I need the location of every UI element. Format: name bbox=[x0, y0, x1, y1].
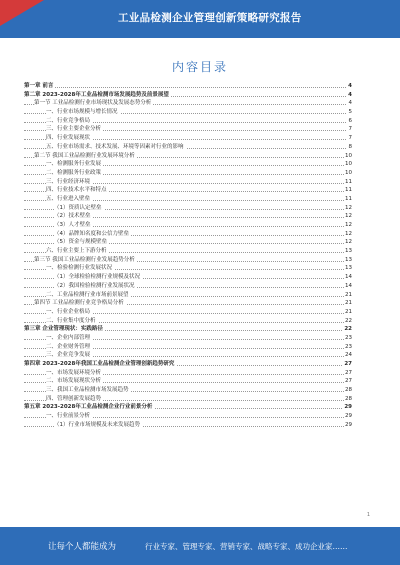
toc-entry[interactable] bbox=[24, 117, 352, 126]
toc-entry-page: 24 bbox=[345, 352, 352, 359]
toc-entry-title: 一、检验检测行业发展状况 bbox=[46, 265, 113, 272]
toc-entry-page: 10 bbox=[345, 169, 352, 176]
toc-entry[interactable] bbox=[24, 178, 352, 187]
toc-entry-page: 13 bbox=[345, 265, 352, 272]
toc-entry-title: 三、行业主要企业分析 bbox=[46, 126, 102, 133]
toc-entry[interactable] bbox=[24, 299, 352, 308]
toc-entry[interactable] bbox=[24, 421, 352, 430]
toc-entry[interactable] bbox=[24, 125, 352, 134]
toc-entry-title: （1）行业市场规模及未来发展趋势 bbox=[54, 421, 141, 428]
toc-entry-page: 21 bbox=[345, 308, 352, 315]
toc-entry-title: 一、市场发展环境分析 bbox=[46, 369, 102, 376]
toc-entry[interactable] bbox=[24, 134, 352, 143]
toc-entry-page: 13 bbox=[345, 256, 352, 263]
toc-entry[interactable] bbox=[24, 82, 352, 91]
toc-entry-title: 一、行业市场规模与增长情况 bbox=[46, 109, 118, 116]
toc-entry[interactable] bbox=[24, 256, 352, 265]
table-of-contents bbox=[24, 82, 352, 430]
toc-entry-page: 14 bbox=[345, 274, 352, 281]
toc-entry[interactable] bbox=[24, 308, 352, 317]
toc-entry-page: 21 bbox=[345, 300, 352, 307]
toc-entry-title: 五、行业市场需求、技术发展、环境等因素对行业的影响 bbox=[46, 143, 184, 150]
toc-entry-page: 21 bbox=[345, 291, 352, 298]
toc-entry[interactable] bbox=[24, 351, 352, 360]
toc-entry[interactable] bbox=[24, 317, 352, 326]
header-banner bbox=[0, 0, 400, 38]
toc-entry-page: 27 bbox=[345, 369, 352, 376]
toc-entry-title: 第三节 我国工业品检测行业发展趋势分析 bbox=[34, 256, 135, 263]
toc-entry-title: 二、行业集中度分析 bbox=[46, 317, 96, 324]
toc-entry[interactable] bbox=[24, 273, 352, 282]
toc-entry[interactable] bbox=[24, 282, 352, 291]
toc-entry[interactable] bbox=[24, 238, 352, 247]
toc-entry-title: 六、行业主要上下游分析 bbox=[46, 248, 107, 255]
toc-entry-title: 二、检测服务行业政策 bbox=[46, 169, 102, 176]
toc-entry-page: 12 bbox=[345, 239, 352, 246]
toc-entry-page: 10 bbox=[345, 161, 352, 168]
toc-entry-page: 29 bbox=[345, 421, 352, 428]
toc-entry[interactable] bbox=[24, 195, 352, 204]
toc-entry[interactable] bbox=[24, 186, 352, 195]
toc-entry[interactable] bbox=[24, 152, 352, 161]
toc-entry-title: 四、行业发展现状 bbox=[46, 135, 91, 142]
toc-entry[interactable] bbox=[24, 221, 352, 230]
toc-entry-title: 三、企业竞争发展 bbox=[46, 352, 91, 359]
toc-entry-page: 5 bbox=[348, 109, 352, 116]
toc-entry-page: 27 bbox=[344, 361, 352, 367]
toc-entry-title: 第三章 企业管理现状：实践路径 bbox=[24, 326, 103, 333]
toc-entry-page: 12 bbox=[345, 204, 352, 211]
toc-entry-title: 二、企业财务管理 bbox=[46, 343, 91, 350]
toc-entry-title: 三、行业经济环境 bbox=[46, 178, 91, 185]
toc-entry[interactable] bbox=[24, 212, 352, 221]
toc-entry-page: 6 bbox=[348, 117, 352, 124]
toc-entry-title: （3）人才壁垒 bbox=[54, 222, 91, 228]
toc-entry-page: 10 bbox=[345, 152, 352, 159]
toc-entry[interactable] bbox=[24, 334, 352, 343]
toc-entry-page: 27 bbox=[345, 378, 352, 385]
toc-entry-page: 22 bbox=[344, 326, 352, 333]
toc-entry-title: 一、企业内部管理 bbox=[46, 334, 91, 341]
toc-heading: 内容目录 bbox=[171, 60, 228, 74]
toc-entry-page: 29 bbox=[344, 404, 352, 411]
toc-entry[interactable] bbox=[24, 108, 352, 117]
toc-entry-title: （2）技术壁垒 bbox=[54, 213, 91, 220]
toc-entry-page: 13 bbox=[345, 248, 352, 255]
toc-entry-title: 二、工业品检测行业市场前景展望 bbox=[46, 291, 129, 298]
toc-entry[interactable] bbox=[24, 247, 352, 256]
toc-entry-title: （1）全球检验检测行业规模及状况 bbox=[54, 274, 141, 281]
toc-entry-title: （1）资质认定壁垒 bbox=[54, 204, 102, 211]
toc-entry-page: 7 bbox=[348, 126, 352, 133]
toc-entry-page: 11 bbox=[345, 187, 352, 194]
toc-entry[interactable] bbox=[24, 377, 352, 386]
toc-entry[interactable] bbox=[24, 204, 352, 213]
toc-entry-page: 23 bbox=[345, 334, 352, 341]
toc-entry-page: 11 bbox=[345, 178, 352, 185]
toc-entry-page: 28 bbox=[345, 387, 352, 394]
toc-entry-page: 12 bbox=[345, 222, 352, 228]
toc-entry[interactable] bbox=[24, 99, 352, 108]
toc-entry[interactable] bbox=[24, 395, 352, 404]
toc-entry-title: 四、行业技术水平和特点 bbox=[46, 187, 107, 194]
toc-entry-title: 第二章 2023-2028年工业品检测市场发展趋势及前景展望 bbox=[24, 91, 169, 98]
toc-entry-title: 二、行业竞争格局 bbox=[46, 117, 91, 124]
toc-entry-page: 12 bbox=[345, 230, 352, 237]
toc-entry-title: 第四节 工业品检测行业竞争格局分析 bbox=[34, 300, 124, 307]
toc-entry-page: 11 bbox=[345, 195, 352, 202]
toc-entry-title: 二、市场发展现状分析 bbox=[46, 378, 102, 385]
toc-entry[interactable] bbox=[24, 412, 352, 421]
toc-entry-page: 23 bbox=[345, 343, 352, 350]
toc-entry-title: 第一章 前言 bbox=[24, 83, 54, 89]
toc-entry-page: 29 bbox=[345, 413, 352, 420]
toc-entry-title: （4）品牌知名度和公信力壁垒 bbox=[54, 230, 130, 237]
toc-entry-title: （5）资金与规模壁垒 bbox=[54, 239, 107, 246]
toc-entry-title: 第五章 2023-2028年工业品检测企业行业前景分析 bbox=[24, 404, 153, 411]
toc-entry-title: 第一节 工业品检测行业市场现状及发展态势分析 bbox=[34, 100, 152, 107]
toc-entry-title: 第二节 我国工业品检测行业发展环境分析 bbox=[34, 152, 135, 159]
toc-entry-title: 一、行业前景分析 bbox=[46, 413, 91, 420]
toc-entry[interactable] bbox=[24, 143, 352, 152]
toc-entry[interactable] bbox=[24, 369, 352, 378]
toc-entry-page: 22 bbox=[345, 317, 352, 324]
toc-entry-page: 4 bbox=[348, 83, 352, 89]
toc-entry-page: 4 bbox=[348, 91, 352, 98]
report-title: 工业品检测企业管理创新策略研究报告 bbox=[118, 12, 302, 24]
toc-leader bbox=[24, 87, 346, 88]
toc-entry[interactable] bbox=[24, 343, 352, 352]
page-number: 1 bbox=[366, 512, 370, 518]
toc-entry[interactable] bbox=[24, 360, 352, 369]
toc-entry-page: 8 bbox=[348, 143, 352, 150]
toc-entry-page: 4 bbox=[348, 100, 352, 107]
footer-roles: 行业专家、管理专家、营销专家、战略专家、成功企业家…… bbox=[145, 542, 348, 551]
toc-entry[interactable] bbox=[24, 91, 352, 100]
toc-entry-page: 28 bbox=[345, 395, 352, 402]
toc-entry-title: 三、我国工业品检测市场发展趋势 bbox=[46, 387, 129, 394]
toc-entry[interactable] bbox=[24, 403, 352, 412]
toc-entry-page: 12 bbox=[345, 213, 352, 220]
toc-entry-title: 四、管理创新发展趋势 bbox=[46, 395, 102, 402]
toc-entry-title: （2）我国检验检测行业发展状况 bbox=[54, 282, 135, 289]
toc-entry[interactable] bbox=[24, 169, 352, 178]
toc-entry[interactable] bbox=[24, 386, 352, 395]
toc-entry-page: 7 bbox=[348, 135, 352, 142]
toc-entry[interactable] bbox=[24, 160, 352, 169]
toc-entry-page: 14 bbox=[345, 282, 352, 289]
toc-entry[interactable] bbox=[24, 325, 352, 334]
toc-entry[interactable] bbox=[24, 291, 352, 300]
footer-banner bbox=[0, 527, 400, 565]
toc-entry[interactable] bbox=[24, 230, 352, 239]
toc-entry-title: 一、检测服务行业发展 bbox=[46, 161, 102, 168]
toc-entry-title: 五、行业进入壁垒 bbox=[46, 195, 91, 202]
toc-entry-title: 一、行业企业格局 bbox=[46, 308, 91, 315]
footer-slogan: 让每个人都能成为 bbox=[48, 542, 117, 552]
toc-entry-title: 第四章 2023-2028年我国工业品检测企业管理创新趋势研究 bbox=[24, 361, 175, 367]
toc-entry[interactable] bbox=[24, 264, 352, 273]
